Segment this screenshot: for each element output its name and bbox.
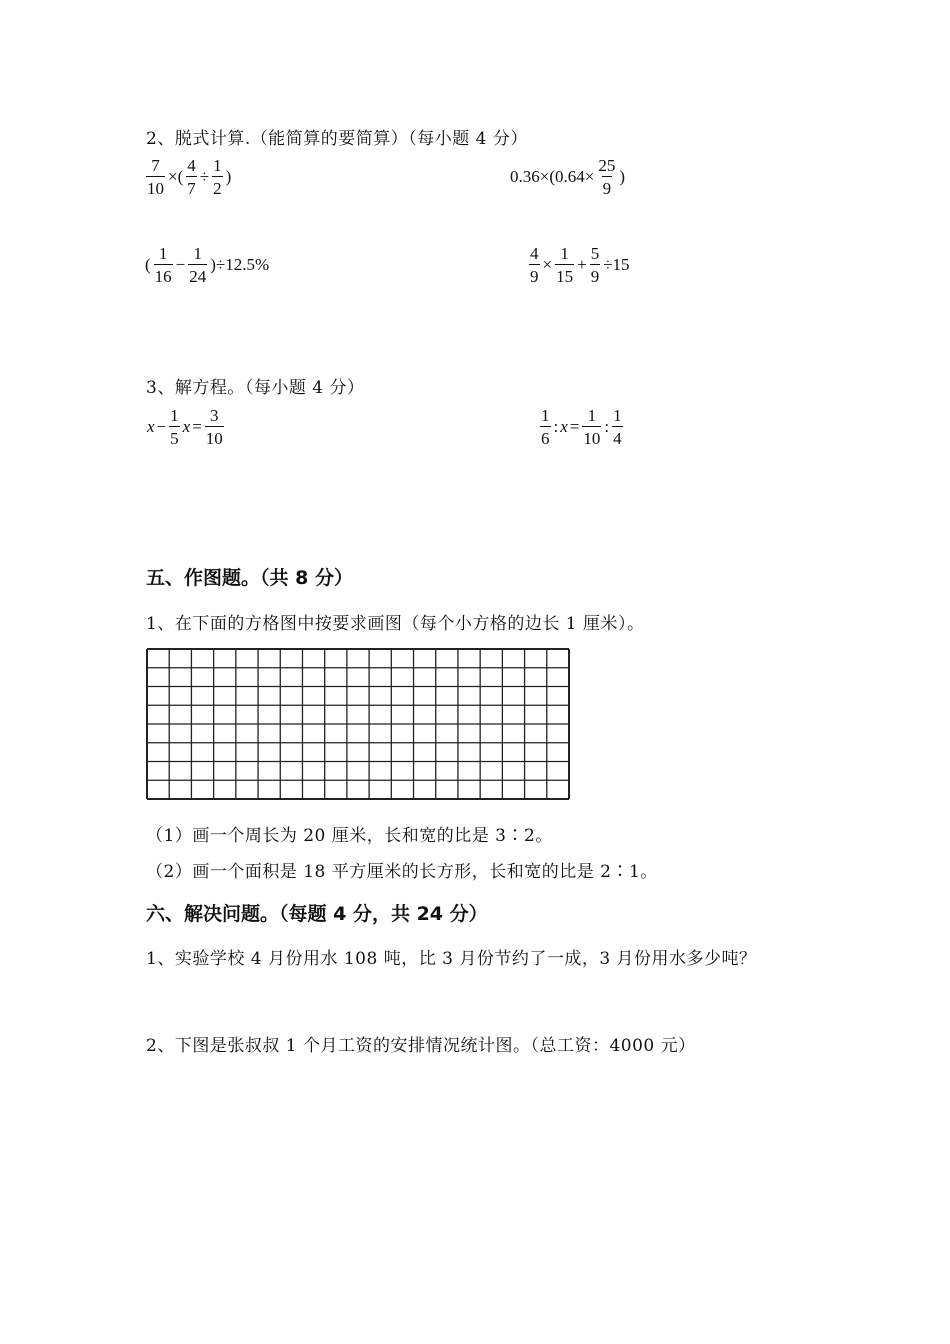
section-6-heading: 六、解决问题。（每题 4 分，共 24 分）: [146, 903, 488, 925]
fraction: $\frac{1}{5}$: [170, 406, 179, 448]
fraction: $\frac{3}{10}$: [205, 406, 223, 448]
section-5-heading: 五、作图题。（共 8 分）: [146, 567, 353, 589]
expression-4: $\frac{4}{9}$ × $\frac{1}{15}$ + $\frac{5}{9}$ ÷15: [530, 244, 630, 286]
fraction: $\frac{1}{2}$: [213, 156, 222, 198]
fraction: $\frac{25}{9}$: [598, 156, 616, 198]
fraction: $\frac{7}{10}$: [147, 156, 164, 198]
equation-1: x − $\frac{1}{5}$ x = $\frac{3}{10}$: [147, 406, 223, 448]
section-6-question-2: 2、下图是张叔叔 1 个月工资的安排情况统计图。（总工资：4000 元）: [146, 1036, 696, 1056]
fraction: $\frac{1}{6}$: [541, 406, 550, 448]
expression-3: ( $\frac{1}{16}$ − $\frac{1}{24}$ )÷12.5%: [145, 244, 270, 286]
fraction: $\frac{1}{15}$: [556, 244, 574, 286]
fraction: $\frac{5}{9}$: [590, 244, 600, 286]
fraction: $\frac{1}{10}$: [583, 406, 601, 448]
section-5-sub-2: （2）画一个面积是 18 平方厘米的长方形，长和宽的比是 2∶1。: [146, 862, 658, 882]
square-grid: [146, 648, 570, 800]
equation-2: $\frac{1}{6}$ : x = $\frac{1}{10}$ : $\frac{1}{4}$: [541, 406, 622, 448]
section-5-question-1: 1、在下面的方格图中按要求画图（每个小方格的边长 1 厘米）。: [146, 614, 645, 634]
fraction: $\frac{1}{16}$: [154, 244, 172, 286]
expression-1: $\frac{7}{10}$ ×( $\frac{4}{7}$ ÷ $\frac{1}{2}$ ): [147, 156, 232, 198]
section-6-question-1: 1、实验学校 4 月份用水 108 吨，比 3 月份节约了一成，3 月份用水多少吨？: [146, 949, 757, 969]
fraction: $\frac{1}{4}$: [613, 406, 622, 448]
question-3-title: 3、解方程。（每小题 4 分）: [146, 378, 365, 398]
fraction: $\frac{4}{7}$: [187, 156, 196, 198]
fraction: $\frac{1}{24}$: [189, 244, 207, 286]
section-5-sub-1: （1）画一个周长为 20 厘米，长和宽的比是 3∶2。: [146, 826, 553, 846]
question-2-title: 2、脱式计算.（能简算的要简算）（每小题 4 分）: [146, 129, 528, 149]
expression-2: 0.36×(0.64× $\frac{25}{9}$ ): [510, 156, 626, 198]
fraction: $\frac{4}{9}$: [530, 244, 539, 286]
